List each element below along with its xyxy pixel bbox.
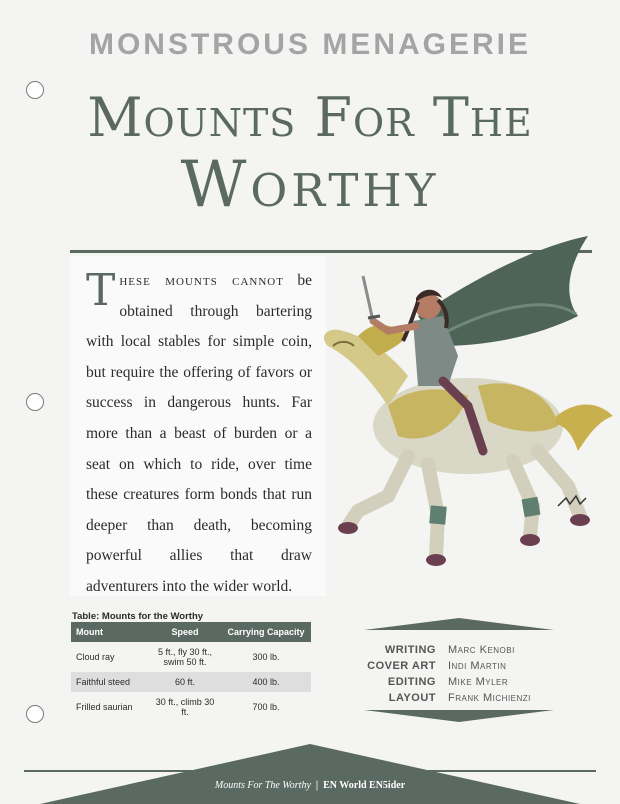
table-cell-mount: Cloud ray xyxy=(76,652,115,662)
table-cell-capacity: 300 lb. xyxy=(252,652,280,662)
table-cell-mount: Faithful steed xyxy=(71,672,149,692)
sword xyxy=(363,276,373,321)
credit-name: Marc Kenobi xyxy=(448,644,515,656)
table-header-row xyxy=(71,622,311,642)
credits-bottom-ornament xyxy=(364,710,554,722)
credit-role: LAYOUT xyxy=(388,692,436,704)
table-row xyxy=(71,672,311,692)
binder-hole-middle xyxy=(26,393,44,411)
page-title-line1: Mounts For The xyxy=(87,86,533,149)
credits-top-ornament xyxy=(364,618,554,630)
footer-separator: | xyxy=(315,780,319,791)
footer-rule xyxy=(24,770,596,772)
table-header-capacity: Carrying Capacity xyxy=(221,622,311,642)
page-title-line2: Worthy xyxy=(180,148,440,222)
table-row xyxy=(71,642,311,672)
table-cell-speed: 5 ft., fly 30 ft., swim 50 ft. xyxy=(157,647,213,667)
footer-title: Mounts For The Worthy xyxy=(214,780,311,791)
table-header-speed: Speed xyxy=(149,622,221,642)
table-cell-mount: Frilled saurian xyxy=(76,702,133,712)
footer-ornament xyxy=(40,744,580,804)
intro-lead: hese mounts cannot xyxy=(119,272,284,289)
intro-body: be obtained through bartering with local stables for simple coin, but require the offering of favors or success in dangerous hunts. Far more than a beast of burden or a seat on which to ride, over time these creatures form bonds that run deeper than death, becoming powerful allies that draw adventurers into the wider world. xyxy=(86,272,312,595)
intro-panel xyxy=(70,256,326,596)
credit-role: EDITING xyxy=(387,676,436,688)
credit-name: Indi Martin xyxy=(448,660,507,672)
drop-cap: T xyxy=(86,265,116,316)
mounts-table xyxy=(71,622,311,722)
section-kicker: MONSTROUS MENAGERIE xyxy=(88,28,532,61)
cover-art-illustration xyxy=(318,236,618,586)
table-cell-capacity: 700 lb. xyxy=(252,702,280,712)
credit-name: Mike Myler xyxy=(448,676,509,688)
credit-role: COVER ART xyxy=(367,660,436,672)
table-header-mount: Mount xyxy=(71,622,149,642)
credit-role: WRITING xyxy=(384,644,436,656)
credit-name: Frank Michienzi xyxy=(448,692,531,704)
table-cell-speed: 60 ft. xyxy=(149,672,221,692)
horse-tail xyxy=(556,404,613,451)
footer-publisher: EN World EN5ider xyxy=(323,780,406,791)
table-title: Table: Mounts for the Worthy xyxy=(72,611,204,622)
footer xyxy=(0,780,620,791)
table-row xyxy=(71,692,311,722)
intro-paragraph xyxy=(86,266,312,603)
credits-block xyxy=(364,618,554,728)
binder-hole-bottom xyxy=(26,705,44,723)
table-cell-speed: 30 ft., climb 30 ft. xyxy=(155,697,215,717)
table-cell-capacity: 400 lb. xyxy=(221,672,311,692)
